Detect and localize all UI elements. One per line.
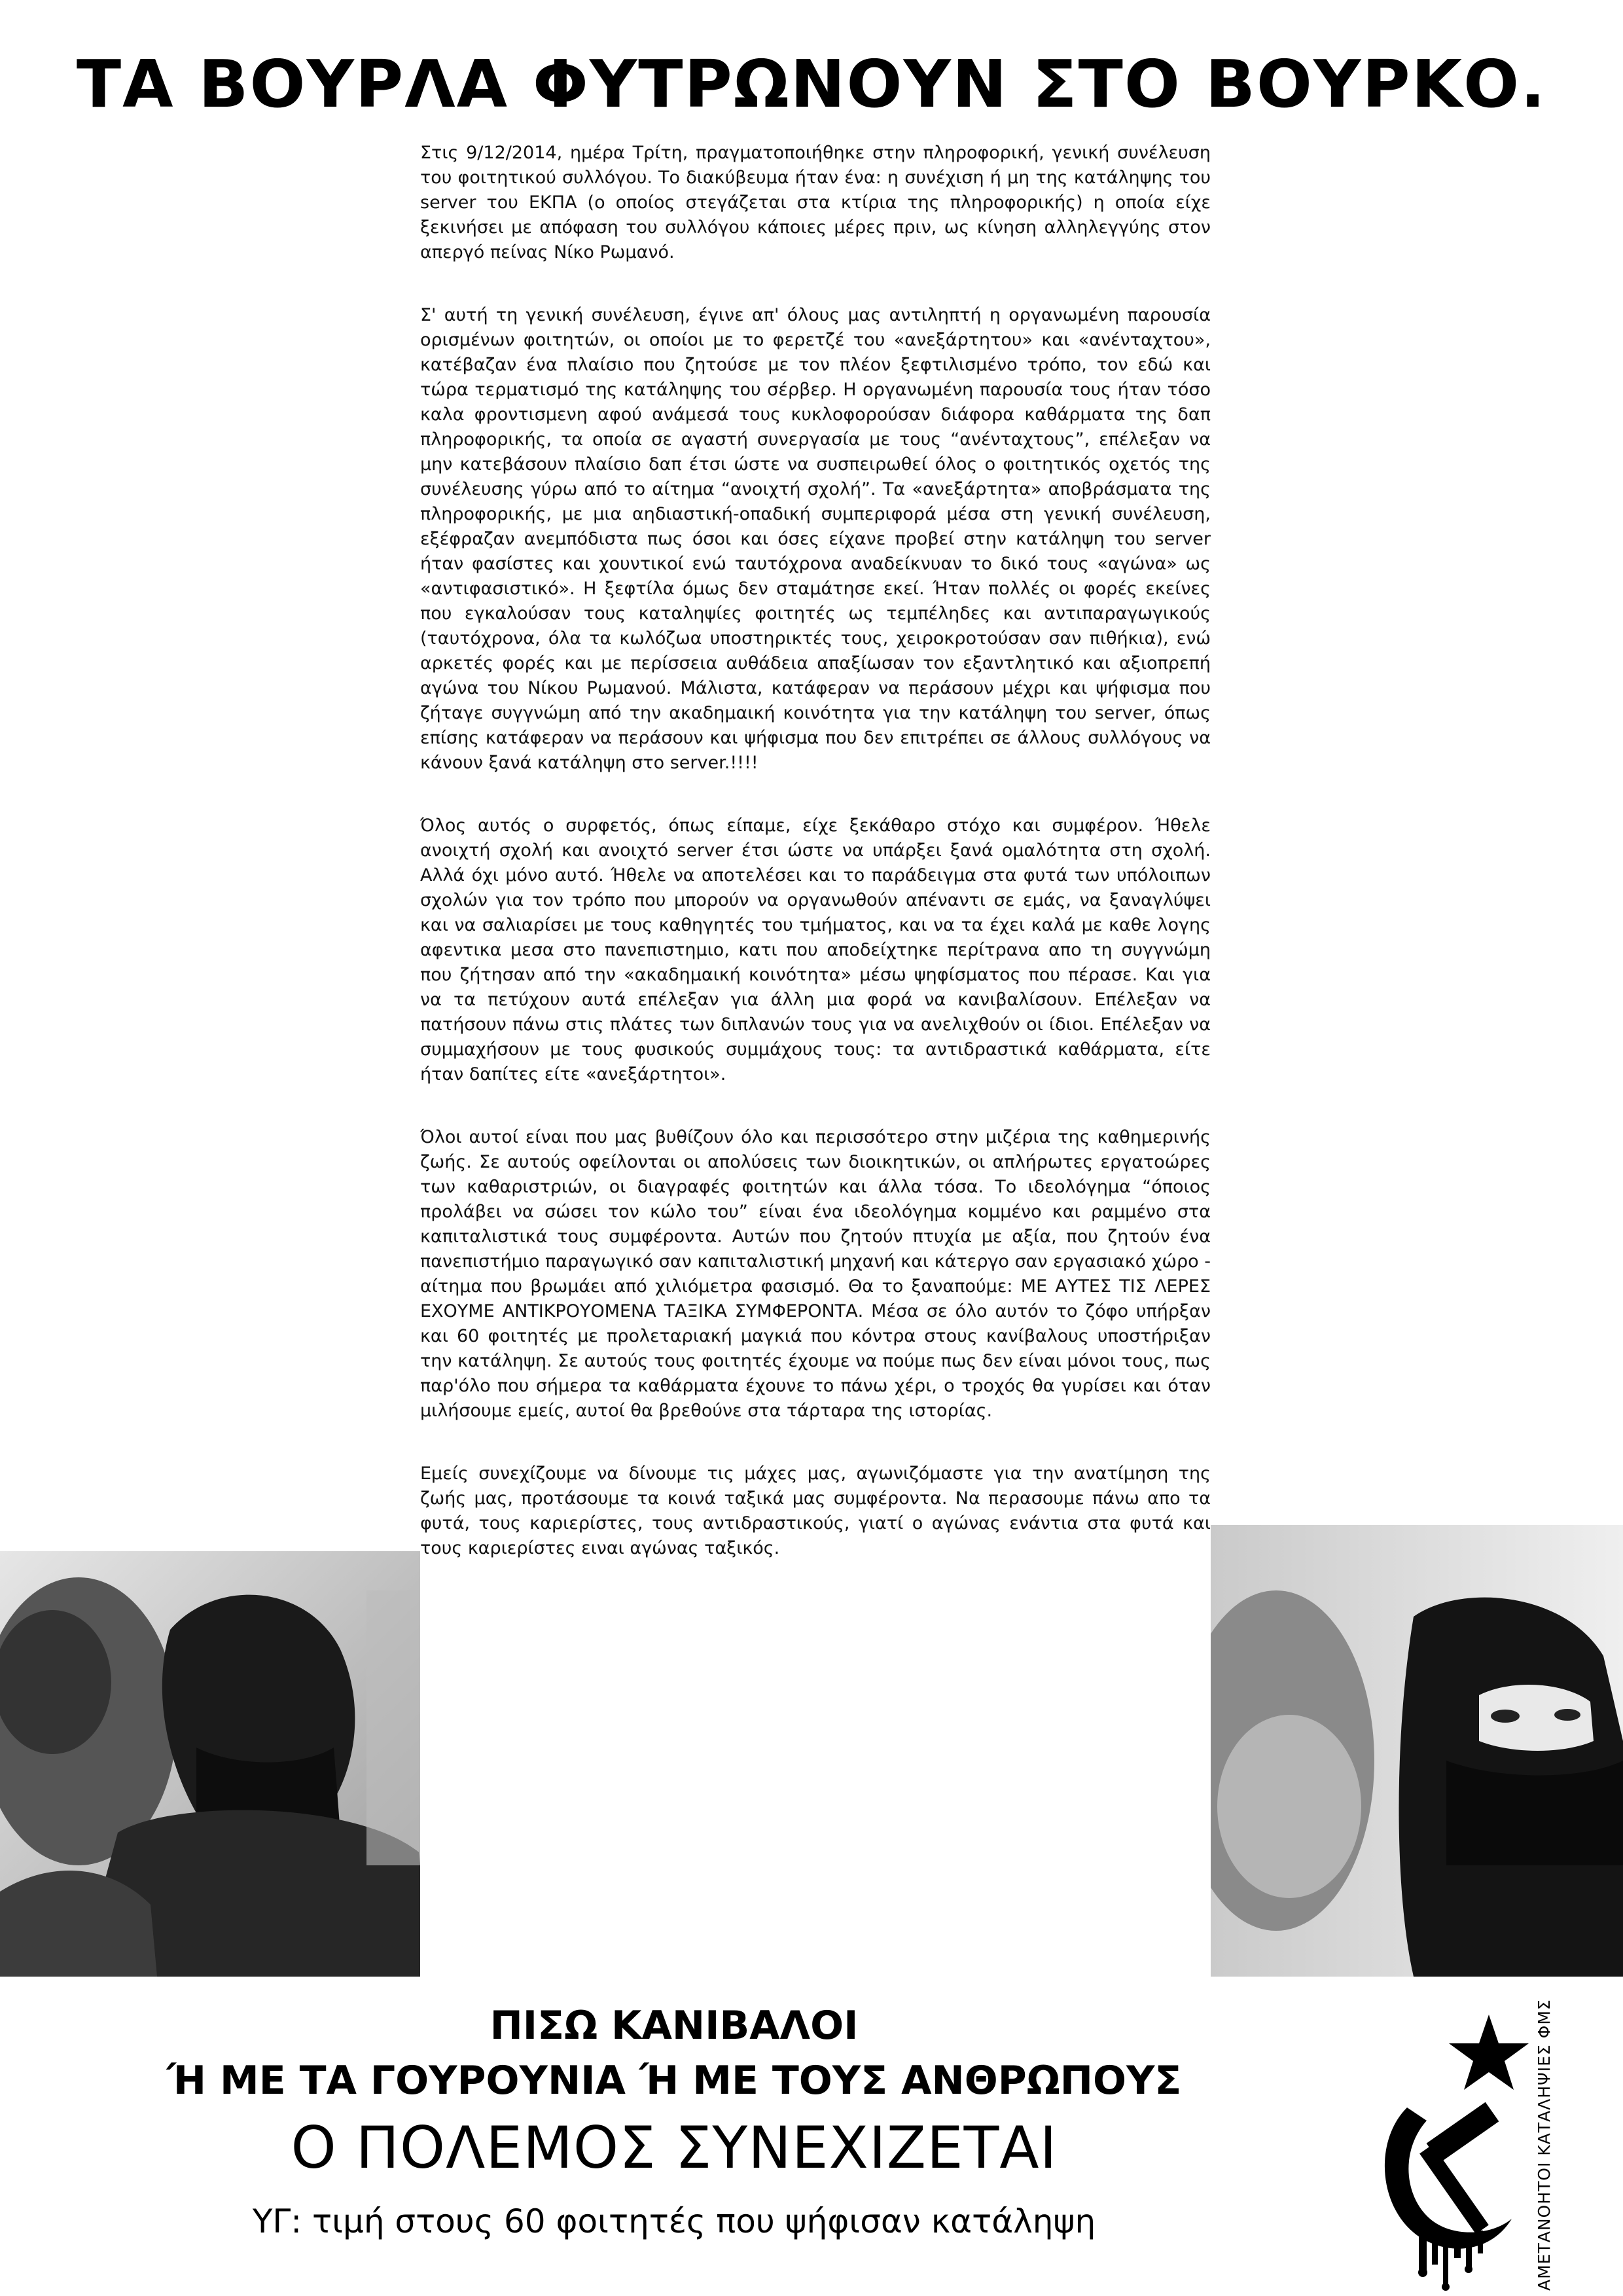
postscript: ΥΓ: τιμή στους 60 φοιτητές που ψήφισαν κατάληψη (252, 2202, 1096, 2240)
article-paragraph: Όλοι αυτοί είναι που μας βυθίζουν όλο και περισσότερο στην μιζέρια της καθημερινής ζωής. Σε αυτούς οφείλονται οι απολύσεις των διοικητικών, οι απλήρωτες εργατοώρες των καθαριστριών, οι διαγραφές φοιτητών και άλλα τόσα. Το ιδεολόγημα “όποιος προλάβει να σώσει τον κώλο του” είναι ένα ιδεολόγημα κομμένο και ραμμένο στα καπιταλιστικά τους συμφέροντα. Αυτών που ζητούν πτυχία με αξία, που ζητούν ένα πανεπιστήμιο παραγωγικό σαν καπιταλιστική μηχανή και κάτεργο σαν εργασιακό χώρο - αίτημα που βρωμάει από χιλιόμετρα φασισμό. Θα το ξαναπούμε: ΜΕ ΑΥΤΕΣ ΤΙΣ ΛΕΡΕΣ ΕΧΟΥΜΕ ΑΝΤΙΚΡΟΥΟΜΕΝΑ ΤΑΞΙΚΑ ΣΥΜΦΕΡΟΝΤΑ. Μέσα σε όλο αυτόν το ζόφο υπήρξαν και 60 φοιτητές με προλεταριακή μαγκιά που κόντρα στους κανίβαλους υποστήριξαν την κατάληψη. Σε αυτούς τους φοιτητές έχουμε να πούμε πως δεν είναι μόνοι τους, πως παρ'όλο που σήμερα τα καθάρματα έχουνε το πάνω χέρι, ο τροχός θα γυρίσει και όταν μιλήσουμε εμείς, αυτοί θα βρεθούνε στα τάρταρα της ιστορίας. (420, 1127, 1211, 1421)
masked-woman-photo (1198, 1525, 1623, 1977)
masked-protester-photo (0, 1551, 432, 1977)
slogan-line-3: Ο ΠΟΛΕΜΟΣ ΣΥΝΕΧΙΖΕΤΑΙ (291, 2114, 1058, 2181)
slogan-line-1: ΠΙΣΩ ΚΑΝΙΒΑΛΟΙ (490, 2003, 859, 2049)
signature (1535, 1999, 1574, 2291)
article-paragraph: Εμείς συνεχίζουμε να δίνουμε τις μάχες μας, αγωνιζόμαστε για την ανατίμηση της ζωής μας, προτάσουμε τα κοινά ταξικά μας συμφέροντα. Να περασουμε πάνω απο τα φυτά, τους καριερίστες, τους αντιδραστικούς, γιατί ο αγώνας ενάντια στα φυτά και τους καριερίστες ειναι αγώνας ταξικός. (420, 1463, 1211, 1558)
article-paragraph: Όλος αυτός ο συρφετός, όπως είπαμε, είχε ξεκάθαρο στόχο και συμφέρον. Ήθελε ανοιχτή σχολή και ανοιχτό server έτσι ώστε να υπάρξει ξανά ομαλότητα στη σχολή. Αλλά όχι μόνο αυτό. Ήθελε να αποτελέσει και το παράδειγμα στα φυτά των υπόλοιπων σχολών για τον τρόπο που μπορούν να οργανωθούν απέναντι σε εμάς, να ξαναγλύψει και να σαλιαρίσει με τους καθηγητές του τμήματος, και να τα έχει καλά με καθε λογης αφεντικα μεσα στο πανεπιστημιο, κατι που αποδείχτηκε περίτρανα απο τη συγγνώμη που ζήτησαν από την «ακαδημαική κοινότητα» μέσω ψηφίσματος που πέρασε. Και για να τα πετύχουν αυτά επέλεξαν για άλλη μια φορά να κανιβαλίσουν. Επέλεξαν να πατήσουν πάνω στις πλάτες των διπλανών τους για να ανελιχθούν οι ίδιοι. Επέλεξαν να συμμαχήσουν με τους φυσικούς συμμάχους τους: τα αντιδραστικά καθάρματα, είτε ήταν δαπίτες είτε «ανεξάρτητοι». (420, 816, 1211, 1085)
signature-text: ΑΜΕΤΑΝΟΗΤΟΙ ΚΑΤΑΛΗΨΙΕΣ ΦΜΣ (1535, 1999, 1554, 2291)
hammer-sickle-star-icon (1381, 2009, 1531, 2291)
headline: ΤΑ ΒΟΥΡΛΑ ΦΥΤΡΩΝΟΥΝ ΣΤΟ ΒΟΥΡΚΟ. (76, 46, 1547, 122)
footer (0, 1990, 1623, 2296)
article-body (420, 141, 1211, 1980)
slogan-line-2: Ή ΜΕ ΤΑ ΓΟΥΡΟΥΝΙΑ Ή ΜΕ ΤΟΥΣ ΑΝΘΡΩΠΟΥΣ (166, 2058, 1182, 2104)
article-paragraph: Στις 9/12/2014, ημέρα Τρίτη, πραγματοποιήθηκε στην πληροφορική, γενική συνέλευση του φοιτητικού συλλόγου. Το διακύβευμα ήταν ένα: η συνέχιση ή μη της κατάληψης του server του ΕΚΠΑ (ο οποίος στεγάζεται στα κτίρια της πληροφορικής) η οποία είχε ξεκινήσει με απόφαση του συλλόγου κάποιες μέρες πριν, ως κίνηση αλληλεγγύης στον απεργό πείνας Νίκο Ρωμανό. (420, 143, 1211, 262)
article-paragraph: Σ' αυτή τη γενική συνέλευση, έγινε απ' όλους μας αντιληπτή η οργανωμένη παρουσία ορισμένων φοιτητών, οι οποίοι με το φερετζέ του «ανεξάρτητου» και «ανένταχτου», κατέβαζαν ένα πλαίσιο που ζητούσε με τον πλέον ξεφτιλισμένο τρόπο, τον εδώ και τώρα τερματισμό της κατάληψης του σέρβερ. Η οργανωμένη παρουσία τους ήταν τόσο καλα φροντισμενη αφού ανάμεσά τους κυκλοφορούσαν διάφορα καθάρματα της δαπ πληροφορικής, τα οποία σε αγαστή συνεργασία με τους “ανένταχτους”, επέλεξαν να μην κατεβάσουν πλαίσιο δαπ έτσι ώστε να συσπειρωθεί όλος ο φοιτητικός οχετός της συνέλευσης γύρω από το αίτημα “ανοιχτή σχολή”. Τα «ανεξάρτητα» αποβράσματα της πληροφορικής, με μια αηδιαστική-οπαδική συμπεριφορά μέσα στη γενική συνέλευση, εξέφραζαν ανεμπόδιστα πως όσοι και όσες είχανε προβεί στην κατάληψη του server ήταν φασίστες και χουντικοί ενώ ταυτόχρονα αναδείκνυαν το δικό τους «αγώνα» ως «αντιφασιστικό». Η ξεφτίλα όμως δεν σταμάτησε εκεί. Ήταν πολλές οι φορές εκείνες που εγκαλούσαν τους καταληψίες φοιτητές ως τεμπέληδες και αντιπαραγωγικούς (ταυτόχρονα, όλα τα κωλόζωα υποστηρικτές τους, χειροκροτούσαν σαν πιθήκια), ενώ αρκετές φορές και με περίσσεια αυθάδεια απαξίωσαν τον εξαντλητικό και αξιοπρεπή αγώνα του Νίκου Ρωμανού. Μάλιστα, κατάφεραν να περάσουν μέχρι και ψήφισμα που ζήταγε συγγνώμη από την ακαδημαική κοινότητα για την κατάληψη του server, όπως επίσης κατάφεραν να περάσουν και ψήφισμα που δεν επιτρέπει σε άλλους συλλόγους να κάνουν ξανά κατάληψη στο server.!!!! (420, 305, 1211, 773)
